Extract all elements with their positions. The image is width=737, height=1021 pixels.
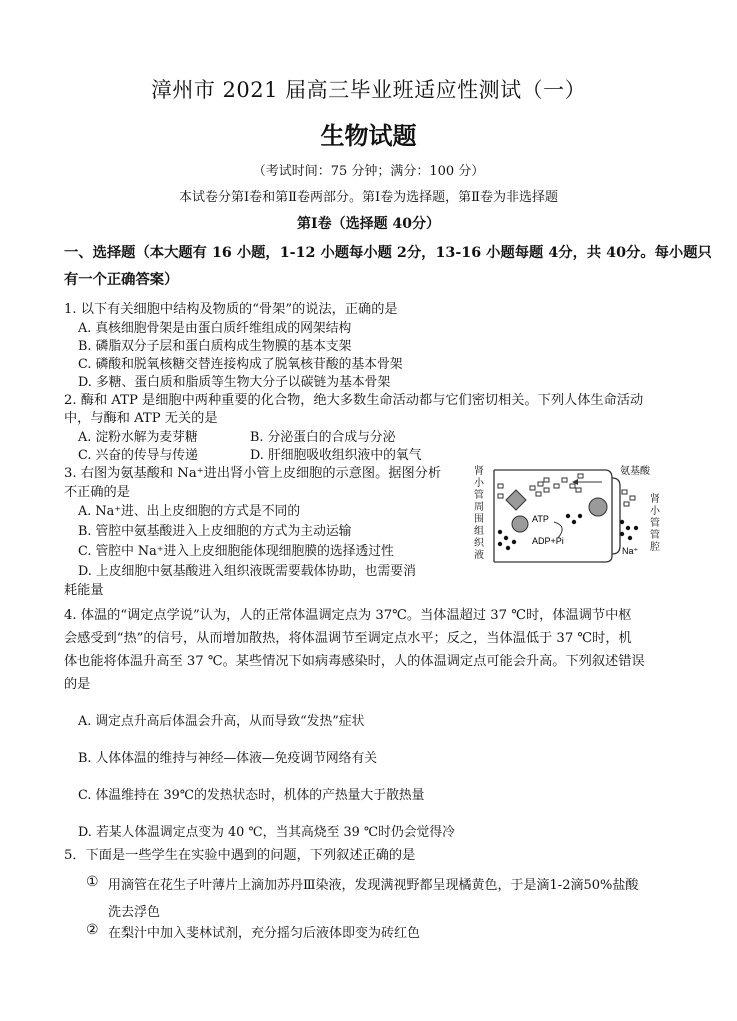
carrier-protein-left <box>506 490 526 510</box>
q4-option-a: A. 调定点升高后体温会升高，从而导致“发热”症状 <box>78 714 365 729</box>
sodium-dots-right <box>620 520 638 540</box>
sodium-pump <box>512 516 528 532</box>
paper-structure: 本试卷分第Ⅰ卷和第Ⅱ卷两部分。第Ⅰ卷为选择题，第Ⅱ卷为非选择题 <box>179 190 558 205</box>
exam-title: 漳州市 2021 届高三毕业班适应性测试（一） <box>150 78 587 102</box>
sodium-dots-left <box>498 530 516 550</box>
svg-text:小: 小 <box>650 506 660 517</box>
q4-option-c: C. 体温维持在 39℃的发热状态时，机体的产热量大于散热量 <box>78 788 425 803</box>
amino-acid-label: 氨基酸 <box>620 466 650 477</box>
instructions-line1: 一、选择题（本大题有 16 小题，1-12 小题每小题 2分，13-16 小题每题 4分，共 40分。每小题只 <box>64 245 712 261</box>
svg-text:管: 管 <box>474 490 484 501</box>
q3-option-d: D. 上皮细胞中氨基酸进入组织液既需要载体协助，也需要消 <box>78 564 416 579</box>
q3-option-c: C. 管腔中 Na⁺进入上皮细胞能体现细胞膜的选择透过性 <box>78 544 394 559</box>
svg-text:肾: 肾 <box>474 466 484 477</box>
q4-stem-line2: 会感受到“热”的信号，从而增加散热，将体温调节至调定点水平；反之，当体温低于 37 ℃时，机 <box>64 631 632 646</box>
q3-option-b: B. 管腔中氨基酸进入上皮细胞的方式为主动运输 <box>78 524 352 539</box>
q3-option-a: A. Na⁺进、出上皮细胞的方式是不同的 <box>78 504 301 519</box>
q1-stem: 1. 以下有关细胞中结构及物质的“骨架”的说法，正确的是 <box>64 302 398 317</box>
interstitial-fluid-label <box>474 464 485 561</box>
svg-text:围: 围 <box>474 514 484 525</box>
na-label: Na⁺ <box>622 546 639 556</box>
svg-text:组: 组 <box>474 526 484 537</box>
sodium-dots-inside <box>566 514 582 524</box>
q2-option-b: B. 分泌蛋白的合成与分泌 <box>250 430 396 445</box>
svg-text:周: 周 <box>474 502 484 513</box>
section-heading: 第Ⅰ卷（选择题 40分） <box>297 216 440 232</box>
q4-option-d: D. 若某人体温调定点变为 40 ℃，当其高烧至 39 ℃时仍会觉得冷 <box>78 825 455 840</box>
q5-item1-number: ① <box>86 874 99 890</box>
q1-option-a: A. 真核细胞骨架是由蛋白质纤维组成的网架结构 <box>78 321 352 336</box>
q4-stem-line1: 4. 体温的“调定点学说”认为，人的正常体温调定点为 37℃。当体温超过 37 ℃时，体温调节中枢 <box>64 608 632 623</box>
svg-text:肾: 肾 <box>650 494 660 505</box>
svg-text:小: 小 <box>474 478 484 489</box>
kidney-tubule-diagram <box>470 462 670 570</box>
cell-membrane <box>494 470 612 562</box>
q2-option-c: C. 兴奋的传导与传递 <box>78 448 198 463</box>
svg-text:腔: 腔 <box>650 542 660 553</box>
q1-option-b: B. 磷脂双分子层和蛋白质构成生物膜的基本支架 <box>78 339 352 354</box>
q5-item1-text: 用滴管在花生子叶薄片上滴加苏丹Ⅲ染液，发现满视野都呈现橘黄色，于是滴1-2滴50%盐酸 <box>108 878 639 893</box>
amino-acid-squares <box>498 474 583 498</box>
q3-option-d-cont: 耗能量 <box>64 583 104 598</box>
q1-option-c: C. 磷酸和脱氧核糖交替连接构成了脱氧核苷酸的基本骨架 <box>78 357 403 372</box>
q2-option-d: D. 肝细胞吸收组织液中的氧气 <box>250 448 422 463</box>
atp-label: ATP <box>532 514 549 524</box>
q5-item2-number: ② <box>86 922 99 938</box>
exam-info: （考试时间：75 分钟；满分：100 分） <box>252 164 485 179</box>
instructions-line2: 有一个正确答案） <box>64 272 179 288</box>
q3-stem-line1: 3. 右图为氨基酸和 Na⁺进出肾小管上皮细胞的示意图。据图分析 <box>64 466 442 481</box>
q5-stem: 5．下面是一些学生在实验中遇到的问题，下列叙述正确的是 <box>64 848 416 863</box>
tubule-lumen-label <box>650 492 661 553</box>
q2-stem-line2: 中，与酶和 ATP 无关的是 <box>64 411 218 426</box>
svg-text:管: 管 <box>650 518 660 529</box>
q2-option-a: A. 淀粉水解为麦芽糖 <box>78 430 198 445</box>
q5-item1-cont: 洗去浮色 <box>108 905 161 920</box>
q4-stem-line3: 体也能将体温升高至 37 ℃。某些情况下如病毒感染时，人的体温调定点可能会升高。下列叙述错误 <box>64 654 645 669</box>
q1-option-d: D. 多糖、蛋白质和脂质等生物大分子以碳链为基本骨架 <box>78 375 391 390</box>
q4-stem-line4: 的是 <box>64 677 91 692</box>
carrier-protein-right <box>589 498 607 516</box>
q5-item2-text: 在梨汁中加入斐林试剂，充分摇匀后液体即变为砖红色 <box>108 926 421 941</box>
q4-option-b: B. 人体体温的维持与神经—体液—免疫调节网络有关 <box>78 751 378 766</box>
q2-stem-line1: 2. 酶和 ATP 是细胞中两种重要的化合物，绝大多数生命活动都与它们密切相关。下列人体生命活动 <box>64 393 644 408</box>
q3-stem-line2: 不正确的是 <box>64 485 130 500</box>
svg-text:液: 液 <box>474 550 484 561</box>
svg-text:管: 管 <box>650 530 660 541</box>
svg-text:织: 织 <box>474 538 484 549</box>
adp-label: ADP+Pi <box>532 536 564 546</box>
subject-title: 生物试题 <box>320 121 417 150</box>
